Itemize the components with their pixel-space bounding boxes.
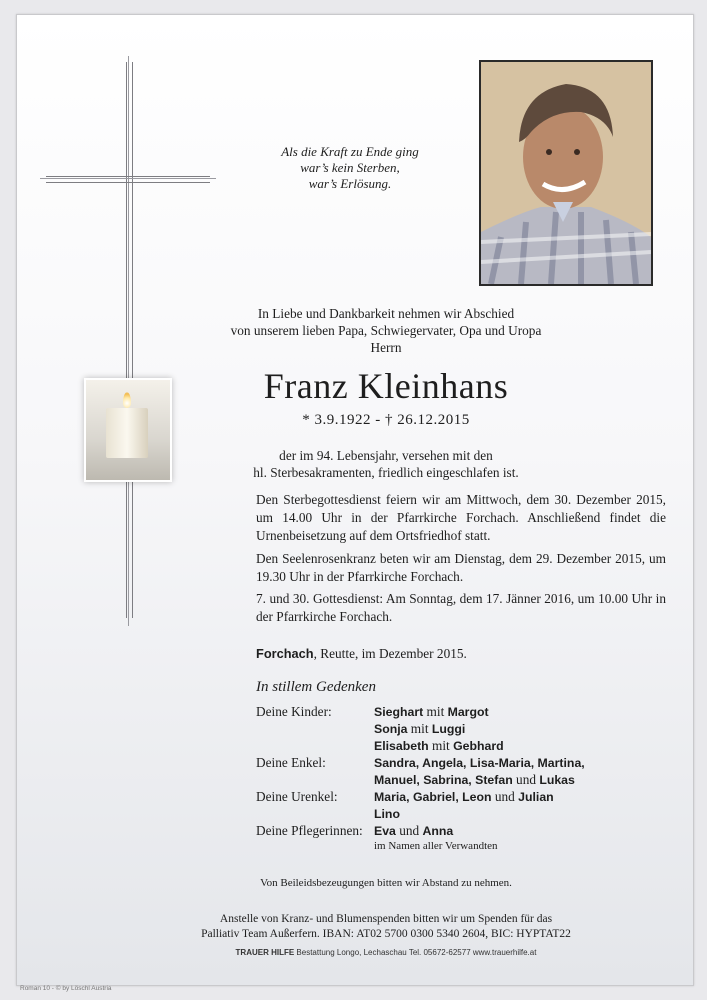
life-dates: * 3.9.1922 - † 26.12.2015: [302, 412, 470, 428]
imprint: Roman 10 - © by Löschl Austria: [20, 985, 112, 992]
passing-text: der im 94. Lebensjahr, versehen mit den hl. Sterbesakramenten, friedlich eingeschlafen ist.: [253, 448, 519, 480]
undertaker-footer: TRAUER HILFE Bestattung Longo, Lechaschau Tel. 05672-62577 www.trauerhilfe.at: [235, 948, 537, 957]
memorial-quote: Als die Kraft zu Ende ging war’s kein Sterben, war’s Erlösung.: [281, 144, 419, 191]
funeral-mass-paragraph: Den Sterbegottesdienst feiern wir am Mittwoch, dem 30. Dezember 2015, um 14.00 Uhr in der Pfarrkirche Forchach. Anschließend findet die Urnenbeisetzung auf dem Ortsfriedhof statt.: [256, 492, 666, 543]
candle-icon: [106, 408, 148, 458]
place-town: Forchach: [256, 646, 314, 661]
place-date-line: Forchach, Reutte, im Dezember 2015.: [256, 646, 467, 661]
candle-image: [84, 378, 172, 482]
undertaker-brand: TRAUER HILFE: [235, 948, 295, 957]
deceased-name: Franz Kleinhans: [263, 366, 509, 406]
donation-note: Anstelle von Kranz- und Blumenspenden bitten wir um Spenden für das Palliativ Team Außerfern. IBAN: AT02 5700 0300 5340 2604, BIC: HYPTAT22: [201, 913, 571, 940]
intro-text: In Liebe und Dankbarkeit nehmen wir Abschied von unserem lieben Papa, Schwiegervater, Opa und Uropa Herrn: [230, 306, 542, 355]
memorial-mass-paragraph: 7. und 30. Gottesdienst: Am Sonntag, dem 17. Jänner 2016, um 10.00 Uhr in der Pfarrkirche Forchach.: [256, 591, 666, 624]
flame-icon: [123, 392, 131, 408]
cross-horizontal-beam: [46, 176, 210, 183]
condolence-note: Von Beileidsbezeugungen bitten wir Abstand zu nehmen.: [260, 877, 512, 889]
in-memory-heading: In stillem Gedenken: [256, 679, 376, 695]
cross-vertical-beam: [126, 62, 133, 618]
portrait-photo: [479, 60, 653, 286]
rosary-paragraph: Den Seelenrosenkranz beten wir am Dienstag, dem 29. Dezember 2015, um 19.30 Uhr in der Pfarrkirche Forchach.: [256, 551, 666, 584]
